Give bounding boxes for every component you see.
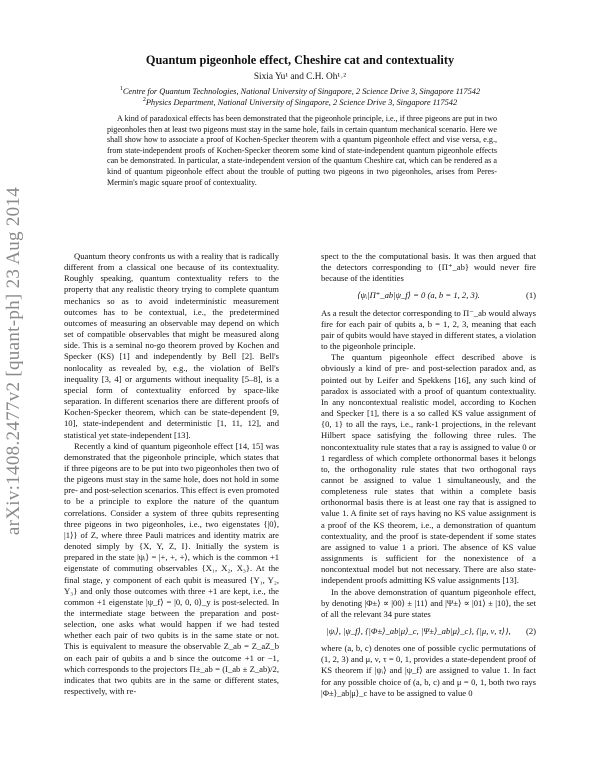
- equation-2-body: |ψᵢ⟩, |ψ_f⟩, {|Φ±⟩_ab|μ⟩_c, |Ψ±⟩_ab|μ⟩_c}, {|μ, ν, τ⟩},: [326, 626, 511, 636]
- equation-2-number: (2): [525, 626, 536, 636]
- paper-title: Quantum pigeonhole effect, Cheshire cat and contextuality: [145, 53, 455, 67]
- right-column: [321, 251, 536, 699]
- author-list: Sixia Yu¹ and C.H. Oh¹˒²: [253, 72, 347, 82]
- paragraph-continued: spect to the the computational basis. It was then argued that the detectors corresponding to {Π⁺_ab} would never fire because of the identities: [321, 251, 536, 284]
- intro-paragraph: Quantum theory confronts us with a reality that is radically different from a classical one because of its contextuality. Roughly speaking, quantum contextuality refers to the property that any realistic theory trying to complete quantum mechanics so as to avoid indeterministic measurement outcomes has to be contextual, i.e., the predetermined outcomes of measuring an observable may depend on which set of compatible observables that might be measured along side. This is a seminal no-go theorem proved by Kochen and Specker (KS) [1] and independently by Bell [2]. Bell's nonlocality as revealed by, e.g., the violation of Bell's inequality [3, 4] or arguments without inequality [5–8], is a special form of contextuality enforced by space-like separation. In different scenarios there are different proofs of Kochen-Specker theorem, which can be state-dependent [9, 10], state-independent and deterministic [1, 11, 12], and statistical yet state-independent [13].: [64, 251, 279, 440]
- paragraph-after-eq2: where (a, b, c) denotes one of possible cyclic permutations of (1, 2, 3) and μ, ν, τ = 0, 1, provides a state-dependent proof of KS theorem if |ψᵢ⟩ and |ψ_f⟩ are assigned to value 1. In fact for any possible choice of (a, b, c) and μ = 0, 1, both two rays |Φ±⟩_ab|μ⟩_c have to be assigned to value 0: [321, 643, 536, 698]
- equation-2: [321, 626, 536, 637]
- affiliation-2: $^2$Physics Department, National University of Singapore, 2 Science Drive 3, Singapore 117542: [142, 97, 458, 107]
- paragraph-after-eq1: As a result the detector corresponding to Π⁻_ab would always fire for each pair of qubits a, b = 1, 2, 3, meaning that each pair of qubits would have stayed in different states, a violation to the pigeonhole principle.: [321, 307, 536, 352]
- pigeonhole-paragraph: Recently a kind of quantum pigeonhole effect [14, 15] was demonstrated that the pigeonhole principle, which states that if three pigeons are to be put into two pigeonholes then two of the pigeons must stay in the same hole, does not hold in some pre- and post-selection scenarios. This effect is even promoted to be a principle to explore the nature of the quantum correlations. Consider a system of three qubits representing three pigeons in two pigeonholes, i.e., two eigenstates {|0⟩, |1⟩} of Z, where three Pauli matrices and identity matrix are denoted simply by {X, Y, Z, I}. Initially the system is prepared in the state |ψᵢ⟩ = |+, +, +⟩, which is the common +1 eigenstate of commuting observables {X₁, X₂, X₃}. At the final stage, y component of each qubit is measured {Y₁, Y₂, Y₃} and only those outcomes with three +1 are kept, i.e., the common +1 eigenstate |ψ_f⟩ = |0, 0, 0⟩_y is post-selected. In the intermediate stage between the preparation and post-selection, one asks what would happen if we had tested whether each pair of two qubits is in the same state or not. This is equivalent to measure the observable Z_ab = Z_aZ_b on each pair of qubits a and b since the outcome +1 or −1, which corresponds to the projectors Π±_ab = (I_ab ± Z_ab)/2, indicates that two qubits are in the same or different states, respectively, with re-: [64, 440, 279, 697]
- equation-1-body: ⟨ψᵢ|Π⁺_ab|ψ_f⟩ = 0 (a, b = 1, 2, 3).: [357, 290, 480, 301]
- demonstration-paragraph: In the above demonstration of quantum pigeonhole effect, by denoting |Φ±⟩ ∝ |00⟩ ± |11⟩ and |Ψ±⟩ ∝ |01⟩ ± |10⟩, the set of all the relevant 34 pure states: [321, 586, 536, 619]
- equation-1-number: (1): [525, 290, 536, 301]
- equation-1: [321, 290, 536, 301]
- affiliation-1: $^1$Centre for Quantum Technologies, National University of Singapore, 2 Science Drive 3, Singapore 117542: [119, 86, 481, 96]
- left-column: [64, 251, 279, 697]
- abstract: A kind of paradoxical effects has been demonstrated that the pigeonhole principle, i.e., if three pigeons are put in two pigeonholes then at least two pigeons must stay in the same hole, fails in certain quantum mechanical scenario. Here we shall show how to associate a proof of Kochen-Specker theorem with a quantum pigeonhole effect and vise versa, e.g., from state-independent proofs of Kochen-Specker theorem some kind of state-independent quantum pigeonhole effects can be demonstrated. In particular, a state-independent version of the quantum Cheshire cat, which can be rendered as a kind of quantum pigeonhole effect about the trouble of putting two pigeons in two pigeonholes, arises from Peres-Mermin's magic square proof of contextuality.: [107, 114, 497, 187]
- ks-paragraph: The quantum pigeonhole effect described above is obviously a kind of pre- and post-selection paradox and, as pointed out by Leifer and Spekkens [16], any such kind of paradox is associated with a proof of quantum contextuality. In any noncontextual realistic model, according to Kochen and Specker [1], there is a so called KS value assignment of {0, 1} to all the rays, i.e., rank-1 projections, in the relevant Hilbert space satisfying the following three rules. The noncontextuality rule states that a ray is assigned to value 0 or 1 regardless of which complete orthonormal bases it belongs to, the orthogonality rule states that two orthogonal rays cannot be assigned to value 1 simultaneously, and the completeness rule states that within a complete basis orthonormal basis there is at least one ray that is assigned to value 1. A finite set of rays having no KS value assignment is a proof of the KS theorem, i.e., a demonstration of quantum contextuality, and the proof is state-dependent if some states are assigned to value 1 a priori. The absence of KS value assignments is sufficient for the nonexistence of a noncontextual model but not necessary. There are also state-independent proofs admitting KS value assignments [13].: [321, 352, 536, 586]
- arxiv-identifier-stamp: arXiv:1408.2477v2 [quant-ph] 23 Aug 2014: [3, 186, 24, 536]
